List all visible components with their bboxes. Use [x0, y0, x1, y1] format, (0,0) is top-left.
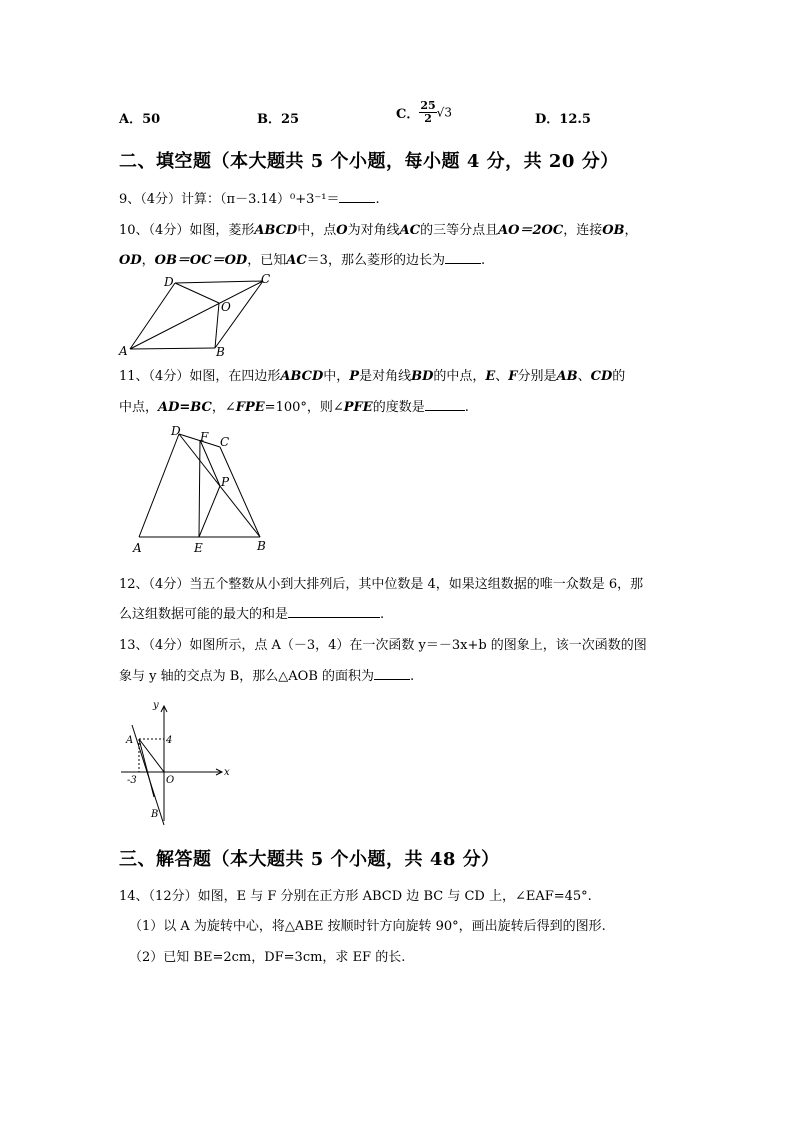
option-c-numerator: 25	[420, 99, 436, 112]
question-9	[119, 188, 380, 207]
option-d: D．12.5	[535, 112, 591, 127]
label-e: E	[194, 541, 203, 555]
question-12-line-2	[119, 603, 384, 622]
section-2-title: 二、填空题（本大题共 5 个小题，每小题 4 分，共 20 分）	[119, 151, 619, 172]
q12-text: 么这组数据可能的最大的和是	[119, 607, 289, 622]
q10-t1: 10、（4分）如图，菱形	[119, 223, 255, 238]
q11-end: .	[464, 400, 469, 415]
label-b: B	[257, 539, 266, 553]
q11-t5: 是对角线	[359, 369, 412, 384]
rhombus-edge-dc	[175, 281, 263, 283]
rhombus-figure	[115, 268, 285, 360]
edge-ad	[139, 434, 179, 537]
q10-end: .	[480, 253, 486, 268]
q10-t10: OB	[602, 223, 625, 238]
label-b: B	[216, 345, 225, 359]
q10-t12: OD	[119, 253, 142, 268]
q11-t19: FPE	[235, 400, 265, 415]
q10-t3: 中，点	[297, 223, 337, 238]
q10-t2: ABCD	[254, 223, 298, 238]
q10-t15: ，已知	[247, 253, 287, 268]
option-b: B．25	[257, 112, 300, 127]
q11-t15: 的	[612, 369, 626, 384]
q11-t14: CD	[590, 369, 613, 384]
q11-t13: 、	[577, 369, 591, 384]
q11-t7: 的中点，	[433, 369, 486, 384]
q11-t2: ABCD	[280, 369, 324, 384]
q10-t8: AO＝2OC	[498, 223, 564, 238]
q9-text: 9、（4分）计算：（π－3.14）⁰+3⁻¹＝	[119, 192, 340, 207]
rhombus-edge-ba	[130, 348, 215, 349]
label-y: y	[153, 700, 159, 711]
q10-t9: ，连接	[563, 223, 603, 238]
label-b: B	[151, 809, 159, 820]
q11-t22: 的度数是	[372, 400, 425, 415]
q10-t13: ，	[141, 253, 155, 268]
option-c	[396, 100, 452, 125]
q9-answer-blank	[339, 190, 375, 203]
label-c: C	[220, 435, 230, 449]
option-c-denominator: 2	[424, 112, 432, 125]
segment-fp	[200, 440, 220, 486]
quadrilateral-figure	[128, 420, 278, 560]
q10-t17: ＝3，那么菱形的边长为	[306, 253, 445, 268]
question-14-part-2: （2）已知 BE=2cm，DF=3cm，求 EF 的长.	[129, 950, 406, 965]
option-c-root: √3	[436, 105, 452, 120]
q11-t8: E	[485, 369, 496, 384]
rhombus-edge-ad	[130, 283, 175, 349]
segment-ab-guide	[139, 739, 154, 797]
question-12-line-1: 12、（4分）当五个整数从小到大排列后，其中位数是 4，如果这组数据的唯一众数是 6，那	[119, 577, 644, 592]
question-13-line-1: 13、（4分）如图所示，点 A（－3，4）在一次函数 y＝－3x+b 的图象上，该一次函数的图	[119, 638, 647, 653]
q9-end: .	[375, 192, 380, 207]
q11-t6: BD	[411, 369, 434, 384]
q10-answer-blank	[445, 251, 481, 264]
question-10-line-2	[119, 249, 485, 268]
rhombus-edge-cb	[215, 281, 263, 348]
edge-cb	[220, 447, 260, 537]
q13-end: .	[410, 669, 415, 684]
segment-ob	[215, 303, 219, 348]
question-14-part-1: （1）以 A 为旋转中心，将△ABE 按顺时针方向旋转 90°，画出旋转后得到的图形.	[129, 919, 606, 934]
q11-t20: =100°，则∠	[264, 400, 344, 415]
q13-text: 象与 y 轴的交点为 B，那么△AOB 的面积为	[119, 669, 375, 684]
q11-t18: ，∠	[211, 400, 236, 415]
segment-pe	[199, 486, 220, 537]
q11-t10: F	[508, 369, 518, 384]
q11-t3: 中，	[323, 369, 350, 384]
q11-t4: P	[349, 369, 360, 384]
q11-t12: AB	[556, 369, 578, 384]
question-14: 14、（12分）如图，E 与 F 分别在正方形 ABCD 边 BC 与 CD 上，∠EAF=45°.	[119, 889, 592, 904]
q13-answer-blank	[374, 667, 410, 680]
q10-t6: AC	[399, 223, 421, 238]
label-d: D	[164, 275, 174, 289]
q10-t5: 为对角线	[347, 223, 400, 238]
label-o: O	[166, 775, 175, 786]
label-neg3: -3	[127, 775, 137, 786]
rhombus-diagonal-ac	[130, 281, 263, 349]
label-a: A	[119, 344, 128, 358]
option-a: A．50	[119, 112, 161, 127]
q10-t11: ，	[624, 223, 638, 238]
label-o: O	[221, 300, 231, 314]
section-3-title: 三、解答题（本大题共 5 个小题，共 48 分）	[119, 849, 500, 870]
q10-t16: AC	[286, 253, 307, 268]
q11-t11: 分别是	[517, 369, 557, 384]
label-d: D	[171, 424, 181, 438]
label-p: P	[221, 475, 230, 489]
label-x: x	[224, 767, 230, 778]
q11-t17: AD=BC	[158, 400, 212, 415]
q10-t14: OB＝OC＝OD	[154, 253, 248, 268]
q11-t16: 中点，	[119, 400, 159, 415]
segment-ao	[139, 739, 164, 772]
q10-t4: O	[336, 223, 348, 238]
q11-t1: 11、（4分）如图，在四边形	[119, 369, 281, 384]
label-a: A	[126, 735, 134, 746]
label-c: C	[261, 272, 271, 286]
q11-answer-blank	[425, 398, 465, 411]
q11-t9: 、	[495, 369, 509, 384]
q11-t21: PFE	[343, 400, 373, 415]
segment-od	[175, 283, 219, 303]
q12-end: .	[380, 607, 385, 622]
coordinate-figure	[118, 697, 238, 827]
label-4: 4	[166, 735, 173, 746]
question-11-line-2	[119, 396, 469, 415]
question-11-line-1	[119, 365, 625, 384]
q10-t7: 的三等分点且	[420, 223, 499, 238]
segment-fe	[199, 440, 200, 537]
label-f: F	[200, 430, 209, 444]
question-10-line-1	[119, 219, 638, 238]
question-13-line-2	[119, 665, 414, 684]
option-c-fraction	[419, 100, 436, 125]
label-a: A	[133, 541, 142, 555]
option-c-prefix: C．	[396, 107, 420, 122]
q12-answer-blank	[288, 605, 380, 618]
